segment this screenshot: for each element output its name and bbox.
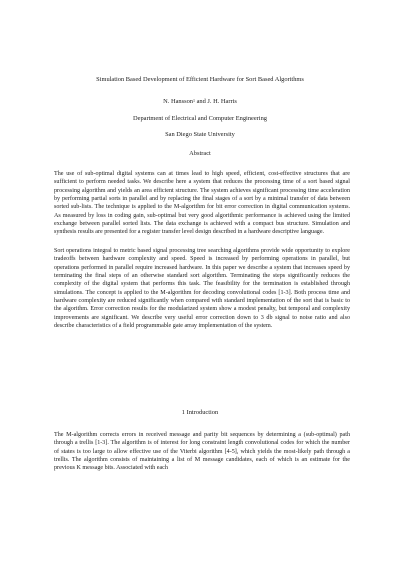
abstract-heading: Abstract <box>189 150 211 157</box>
introduction-paragraph: The M-algorithm corrects errors in received message and parity bit sequences by determining a (sub-optimal) path through a trellis [1-3]. The algorithm is of interest for long constraint length convolutional codes for which the number of states is too large to allow effective use of the Viterbi algorithm [4-5], which yields the most-likely path through a trellis. The algorithm consists of maintaining a list of M message candidates, each of which is an estimate for the previous K message bits. Associated with each <box>54 432 350 472</box>
section-heading-introduction: 1 Introduction <box>181 409 219 416</box>
university-line: San Diego State University <box>165 131 235 138</box>
abstract-paragraph: The use of sub-optimal digital systems can at times lead to high speed, efficient, cost-effective structures that are sufficient to perform needed tasks. We describe here a system that reduces the processing time of a sort based signal processing algorithm and yields an area efficient structure. The system achieves significant processing time acceleration by performing partial sorts in parallel and by replacing the final stages of a sort by a minimal transfer of data between sorted sub-lists. The technique is applied to the M-algorithm for bit error correction in digital communication systems. As measured by loss in coding gain, sub-optimal but very good algorithmic performance is achieved using the limited exchange between parallel sorted lists. The data exchange is achieved with a compact bus structure. Simulation and synthesis results are presented for a register transfer level design described in a hardware descriptive language. <box>54 171 350 236</box>
paper-title: Simulation Based Development of Efficient Hardware for Sort Based Algorithms <box>96 76 304 83</box>
author-footnote-marker: 1 <box>192 98 195 103</box>
department-line: Department of Electrical and Computer Engineering <box>133 115 267 122</box>
body-paragraph: Sort operations integral to metric based signal processing tree searching algorithms provide wide opportunity to explore tradeoffs between hardware complexity and speed. Speed is increased by performing operations in parallel, but operations performed in parallel require increased hardware. In this paper we describe a system that increases speed by terminating the final steps of an otherwise standard sort algorithm. Terminating the steps significantly reduces the complexity of the digital system that performs this task. The feasibility for the termination is established through simulations. The concept is applied to the M-algorithm for decoding convolutional codes [1-3]. Both process time and hardware complexity are reduced significantly when compared with standard implementation of the sort that is basic to the algorithm. Error correction results for the modularized system show a modest penalty, but temporal and complexity improvements are significant. We describe very useful error correction down to 3 db signal to noise ratio and also describe characteristics of a field programmable gate array implementation of the system. <box>54 248 350 330</box>
author-name-1: N. Hansson <box>163 98 193 105</box>
author-name-2: and J. H. Harris <box>194 98 237 105</box>
author-line <box>0 98 400 106</box>
